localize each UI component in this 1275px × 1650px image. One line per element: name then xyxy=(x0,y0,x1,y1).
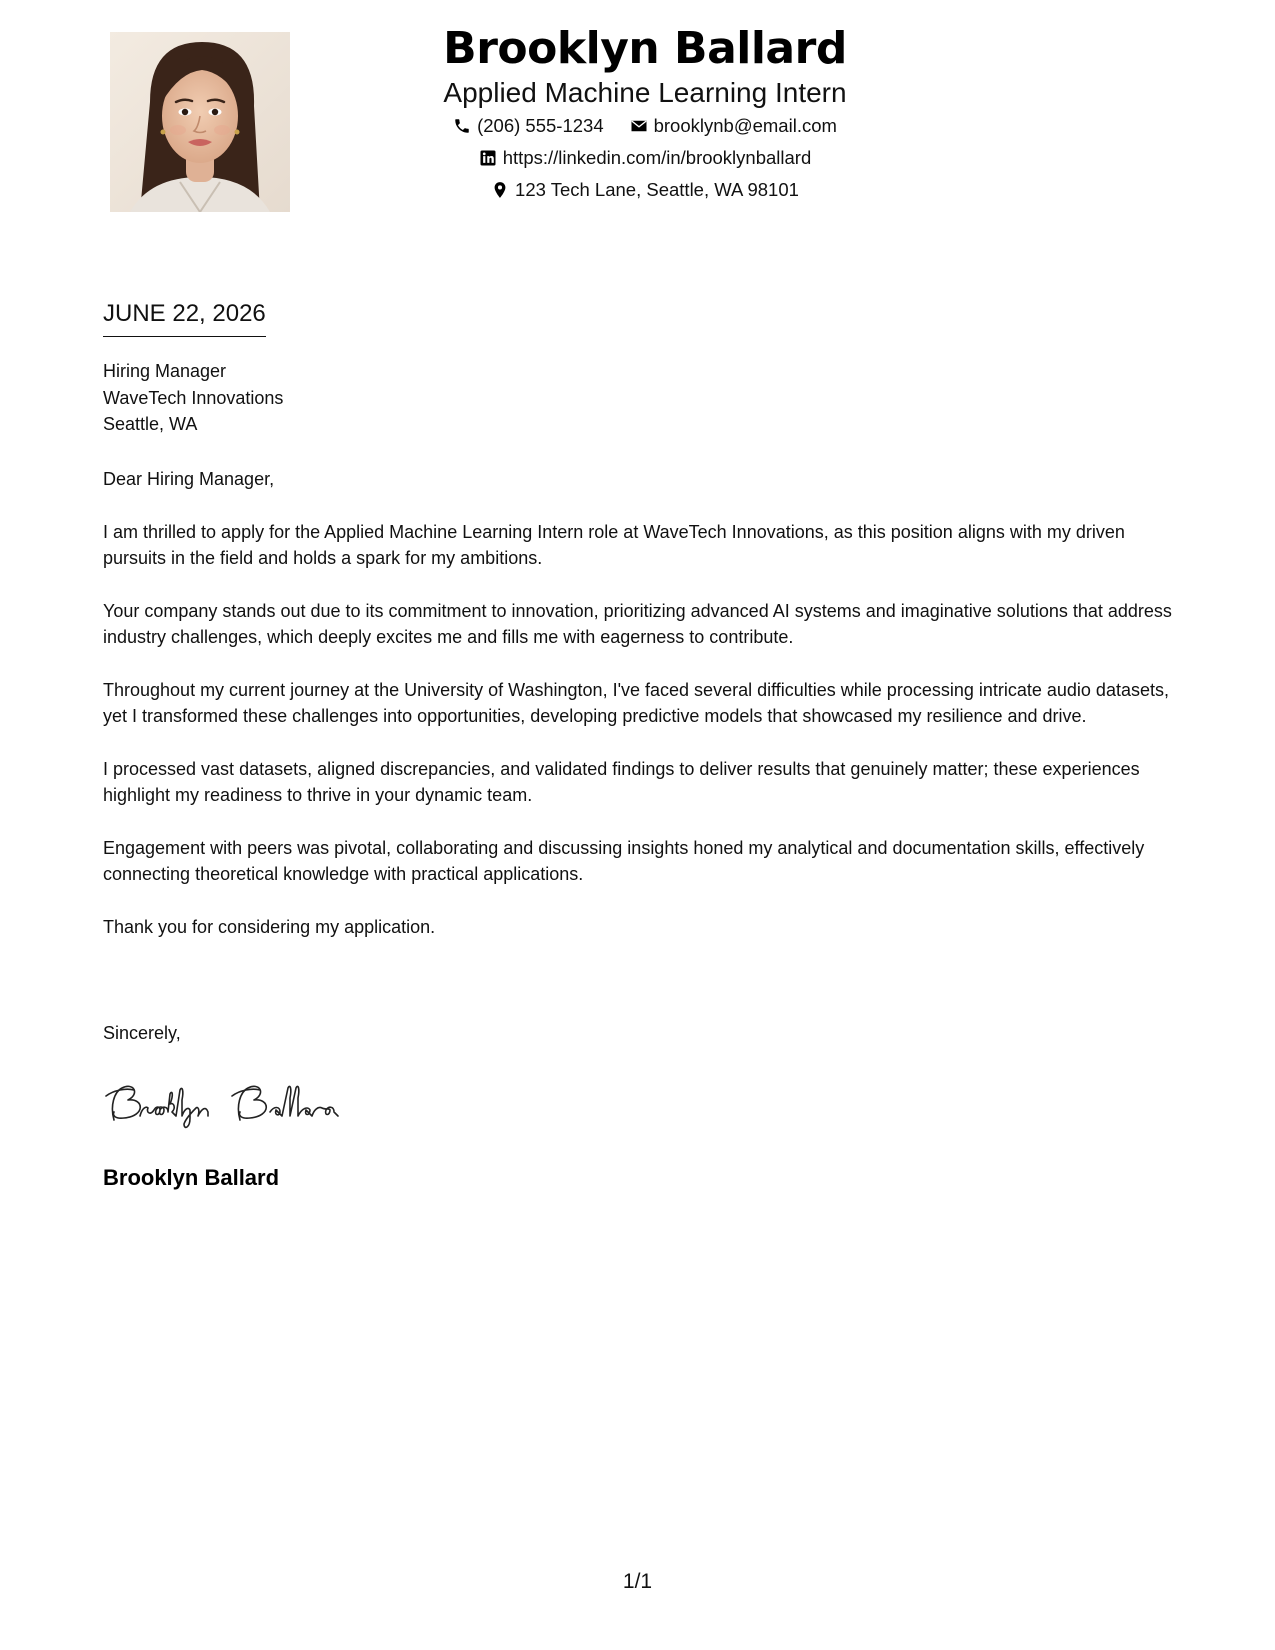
signer-name: Brooklyn Ballard xyxy=(103,1165,280,1190)
recipient-address xyxy=(103,358,283,438)
salutation: Dear Hiring Manager, xyxy=(103,469,275,489)
applicant-name: Brooklyn Ballard xyxy=(443,23,847,74)
map-pin-icon xyxy=(491,181,509,199)
profile-photo xyxy=(110,32,290,212)
street-address: 123 Tech Lane, Seattle, WA 98101 xyxy=(515,179,799,200)
handwritten-signature xyxy=(100,1076,370,1136)
page-number: 1/1 xyxy=(622,1570,653,1593)
body-paragraph-4: I processed vast datasets, aligned discrepancies, and validated findings to deliver results that genuinely matter; these experiences highlight my readiness to thrive in your dynamic team. xyxy=(103,759,1140,805)
letter-date-block xyxy=(103,298,266,337)
closing: Sincerely, xyxy=(103,1023,181,1043)
body-paragraph-5: Engagement with peers was pivotal, collaborating and discussing insights honed my analytical and documentation skills, effectively connecting theoretical knowledge with practical applications. xyxy=(103,838,1145,884)
body-paragraph-2: Your company stands out due to its commitment to innovation, prioritizing advanced AI systems and imaginative solutions that address industry challenges, which deeply excites me and fills me with eagerness to contribute. xyxy=(103,601,1172,647)
body-paragraph-3: Throughout my current journey at the University of Washington, I've faced several difficulties while processing intricate audio datasets, yet I transformed these challenges into opportunities, developing predictive models that showcased my resilience and drive. xyxy=(103,680,1169,726)
job-title: Applied Machine Learning Intern xyxy=(443,77,847,108)
body-paragraph-6: Thank you for considering my application. xyxy=(103,917,436,937)
letter-date: JUNE 22, 2026 xyxy=(103,298,266,337)
phone-icon xyxy=(453,117,471,135)
letter-header xyxy=(340,22,950,206)
letter-body xyxy=(103,466,1173,967)
linkedin-url[interactable]: https://linkedin.com/in/brooklynballard xyxy=(502,147,812,168)
recipient-line-2: WaveTech Innovations xyxy=(103,387,284,408)
contact-line-address xyxy=(340,174,950,206)
envelope-icon xyxy=(630,117,648,135)
contact-line-linkedin xyxy=(340,142,950,174)
body-paragraph-1: I am thrilled to apply for the Applied Machine Learning Intern role at WaveTech Innovations, as this position aligns with my driven pursuits in the field and holds a spark for my ambitions. xyxy=(103,522,1125,568)
contact-line-phone-email xyxy=(340,110,950,142)
phone-number[interactable]: (206) 555-1234 xyxy=(477,115,604,136)
recipient-line-1: Hiring Manager xyxy=(103,361,227,381)
recipient-line-3: Seattle, WA xyxy=(103,414,198,434)
linkedin-icon xyxy=(479,149,497,167)
email-address[interactable]: brooklynb@email.com xyxy=(653,115,837,136)
